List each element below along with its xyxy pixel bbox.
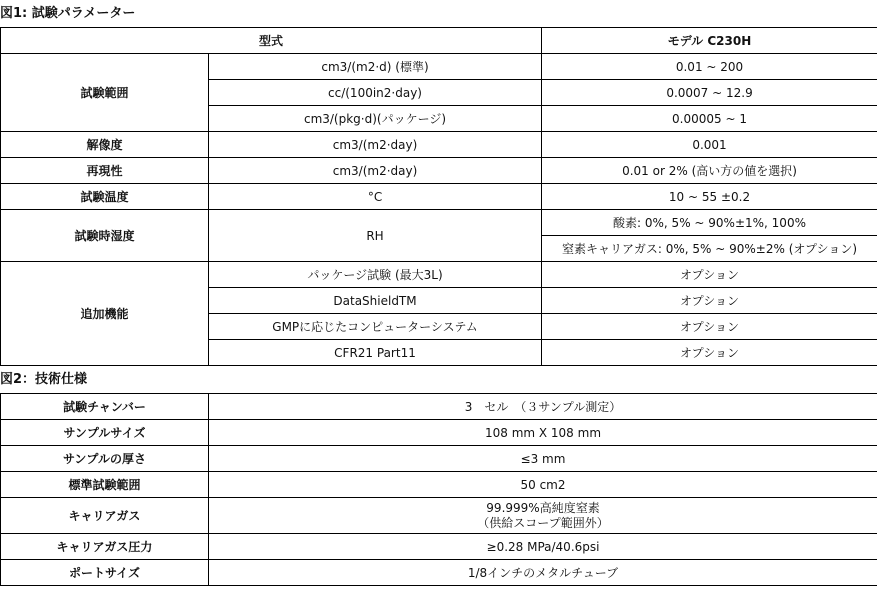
carrier-gas-line1: 99.999%高純度窒素 [486,500,600,515]
table-row [1,54,877,80]
technical-specs-table [0,393,877,586]
resolution-value: 0.001 [542,132,877,158]
table-row [1,420,877,446]
table-row [1,210,877,236]
test-humidity-oxygen-value: 酸素: 0%, 5% ~ 90%±1%, 100% [542,210,877,236]
spec-label: ポートサイズ [1,560,209,586]
test-humidity-label: 試験時湿度 [1,210,209,262]
spec-label: キャリアガス圧力 [1,534,209,560]
table-row [1,560,877,586]
test-range-unit: cc/(100in2·day) [209,80,542,106]
spec-label: 標準試験範囲 [1,472,209,498]
repeatability-unit: cm3/(m2·day) [209,158,542,184]
feature-value: オプション [542,340,877,366]
table1-title: 図1: 試験パラメーター [0,6,136,21]
table-row [1,262,877,288]
spec-value: ≥0.28 MPa/40.6psi [209,534,877,560]
feature-name: GMPに応じたコンピューターシステム [209,314,542,340]
feature-name: パッケージ試験 (最大3L) [209,262,542,288]
test-range-unit: cm3/(pkg·d)(パッケージ) [209,106,542,132]
spec-label: サンプルサイズ [1,420,209,446]
table-row [1,132,877,158]
feature-value: オプション [542,262,877,288]
repeatability-label: 再現性 [1,158,209,184]
feature-value: オプション [542,288,877,314]
carrier-gas-line2: （供給スコープ範囲外） [477,515,609,530]
feature-name: DataShieldTM [209,288,542,314]
spec-value: 3 セル （３サンプル測定） [209,394,877,420]
spec-value [209,498,877,534]
table-row [1,498,877,534]
model-header: モデル C230H [542,28,877,54]
feature-name: CFR21 Part11 [209,340,542,366]
table-row [1,472,877,498]
spec-value: 108 mm X 108 mm [209,420,877,446]
test-temperature-unit: °C [209,184,542,210]
test-parameters-table [0,27,877,366]
test-temperature-value: 10 ~ 55 ±0.2 [542,184,877,210]
table2-title: 図2：技術仕様 [0,372,88,387]
resolution-unit: cm3/(m2·day) [209,132,542,158]
table-row [1,534,877,560]
additional-features-label: 追加機能 [1,262,209,366]
spec-value: 1/8インチのメタルチューブ [209,560,877,586]
table-row [1,446,877,472]
test-range-value: 0.01 ~ 200 [542,54,877,80]
test-humidity-nitrogen-value: 窒素キャリアガス: 0%, 5% ~ 90%±2% (オプション) [542,236,877,262]
spec-value: 50 cm2 [209,472,877,498]
table-row [1,394,877,420]
resolution-label: 解像度 [1,132,209,158]
repeatability-value: 0.01 or 2% (高い方の値を選択) [542,158,877,184]
spec-label: キャリアガス [1,498,209,534]
test-range-label: 試験範囲 [1,54,209,132]
test-temperature-label: 試験温度 [1,184,209,210]
table-row [1,184,877,210]
table1-header-row [1,28,877,54]
spec-value: ≤3 mm [209,446,877,472]
test-range-value: 0.0007 ~ 12.9 [542,80,877,106]
spec-label: サンプルの厚さ [1,446,209,472]
test-range-unit: cm3/(m2·d) (標準) [209,54,542,80]
table-row [1,158,877,184]
spec-label: 試験チャンバー [1,394,209,420]
test-humidity-unit: RH [209,210,542,262]
type-header: 型式 [1,28,542,54]
test-range-value: 0.00005 ~ 1 [542,106,877,132]
feature-value: オプション [542,314,877,340]
